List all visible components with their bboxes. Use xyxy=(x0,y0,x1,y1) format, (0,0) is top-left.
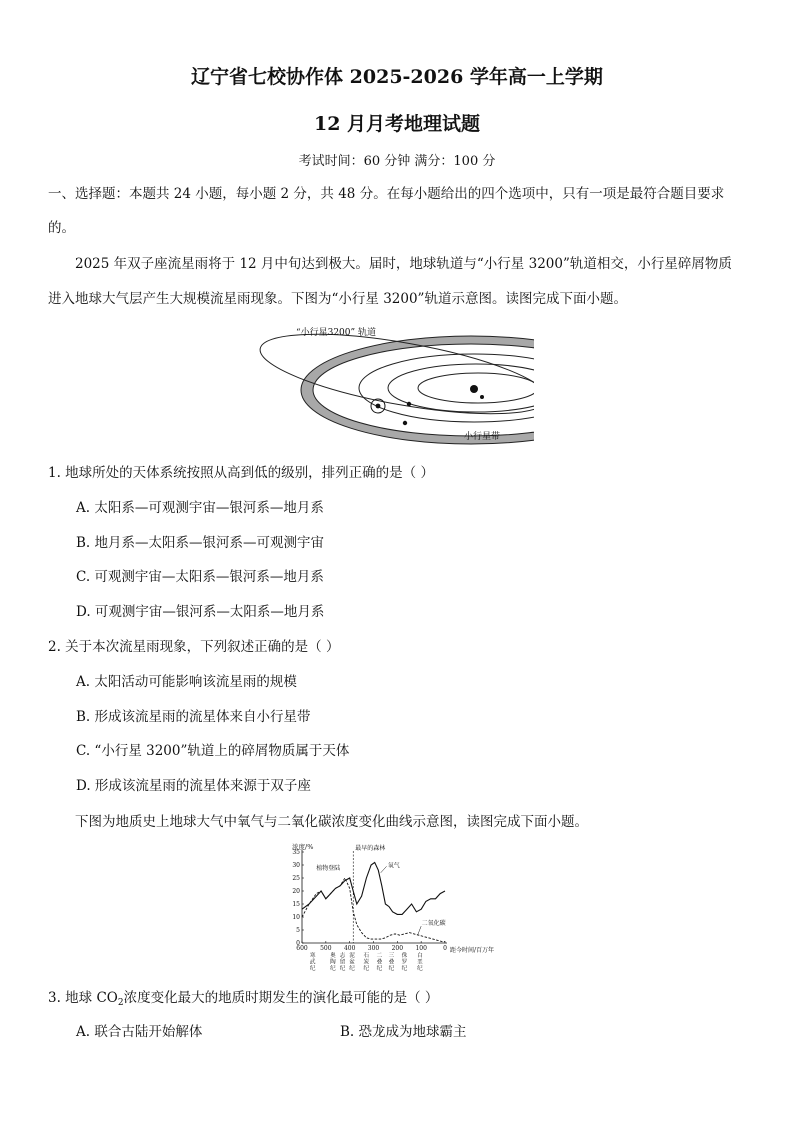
y-tick-label: 0 xyxy=(296,940,300,947)
planet-icon xyxy=(407,402,411,406)
exam-title-line2: 12 月月考地理试题 xyxy=(313,113,481,135)
period-label: 三叠纪 xyxy=(388,953,395,972)
q2-option-b[interactable]: B. 形成该流星雨的流星体来自小行星带 xyxy=(76,709,311,725)
period-label: 志留纪 xyxy=(339,953,346,972)
q1-option-d[interactable]: D. 可观测宇宙—银河系—太阳系—地月系 xyxy=(76,604,325,620)
orbit-diagram xyxy=(256,322,538,446)
q1-option-b[interactable]: B. 地月系—太阳系—银河系—可观测宇宙 xyxy=(76,535,325,551)
y-tick-label: 35 xyxy=(292,849,300,856)
period-label: 泥盆纪 xyxy=(349,953,355,972)
q3-option-a[interactable]: A. 联合古陆开始解体 xyxy=(76,1024,203,1040)
x-axis-label: 距今时间/百万年 xyxy=(450,947,495,954)
concentration-chart xyxy=(290,842,520,976)
q1-option-c[interactable]: C. 可观测宇宙—太阳系—银河系—地月系 xyxy=(76,569,324,585)
x-tick-label: 300 xyxy=(367,945,380,952)
planet-icon xyxy=(403,421,407,425)
x-tick-label: 100 xyxy=(415,945,427,952)
earth-icon xyxy=(376,404,381,409)
section-heading-cont: 的。 xyxy=(48,220,75,236)
x-tick-label: 500 xyxy=(320,945,332,952)
exam-title-line1: 辽宁省七校协作体 2025-2026 学年高一上学期 xyxy=(191,66,603,88)
orbit-label: “小行星3200” 轨道 xyxy=(296,328,376,338)
period-label: 二叠纪 xyxy=(376,953,383,972)
x-tick-label: 400 xyxy=(343,945,356,952)
oxygen-series-label: 氧气 xyxy=(387,862,400,870)
oxygen-label-leader xyxy=(381,866,387,873)
period-label: 寒武纪 xyxy=(309,953,316,972)
y-tick-label: 5 xyxy=(296,927,300,934)
passage2: 下图为地质史上地球大气中氧气与二氧化碳浓度变化曲线示意图，读图完成下面小题。 xyxy=(75,814,588,830)
co2-label-leader xyxy=(418,926,422,935)
question-2: 2. 关于本次流星雨现象，下列叙述正确的是（ ） xyxy=(48,639,340,655)
x-tick-label: 200 xyxy=(391,945,404,952)
q2-option-c[interactable]: C. “小行星 3200”轨道上的碎屑物质属于天体 xyxy=(76,743,350,759)
planet-icon xyxy=(480,395,484,399)
period-label: 侏罗纪 xyxy=(401,953,408,972)
period-label: 石炭纪 xyxy=(363,953,370,972)
y-tick-label: 30 xyxy=(292,862,300,869)
y-axis-label: 浓度/% xyxy=(292,843,314,851)
section-heading: 一、选择题：本题共 24 小题，每小题 2 分，共 48 分。在每小题给出的四个选项中，只有一项是最符合题目要求 xyxy=(48,186,725,202)
period-label: 白垩纪 xyxy=(417,953,423,972)
q2-option-a[interactable]: A. 太阳活动可能影响该流星雨的规模 xyxy=(76,674,297,690)
y-tick-label: 15 xyxy=(292,901,300,908)
passage1-line2: 进入地球大气层产生大规模流星雨现象。下图为“小行星 3200”轨道示意图。读图完成下面小题。 xyxy=(48,291,627,307)
x-tick-label: 0 xyxy=(443,945,447,952)
question-3 xyxy=(48,988,438,1013)
annotation-plants-land: 植物登陆 xyxy=(316,865,341,873)
y-tick-label: 20 xyxy=(292,888,300,895)
y-tick-label: 10 xyxy=(292,914,300,921)
question-1: 1. 地球所处的天体系统按照从高到低的级别，排列正确的是（ ） xyxy=(48,465,434,481)
q3-stem-post: 浓度变化最大的地质时期发生的演化最可能的是（ ） xyxy=(123,990,439,1006)
sun-icon xyxy=(470,385,478,393)
x-tick-label: 600 xyxy=(296,945,308,952)
q3-stem-pre: 3. 地球 CO xyxy=(48,990,118,1006)
q2-option-d[interactable]: D. 形成该流星雨的流星体来源于双子座 xyxy=(76,778,311,794)
period-label: 奥陶纪 xyxy=(330,953,336,972)
q3-option-b[interactable]: B. 恐龙成为地球霸主 xyxy=(340,1024,467,1040)
q3-stem-subscript: 2 xyxy=(117,998,124,1008)
q1-option-a[interactable]: A. 太阳系—可观测宇宙—银河系—地月系 xyxy=(76,500,324,516)
annotation-first-forest: 最早的森林 xyxy=(355,845,386,852)
co2-series-line xyxy=(302,878,445,942)
exam-info: 考试时间：60 分钟 满分：100 分 xyxy=(298,154,496,169)
passage1-line1: 2025 年双子座流星雨将于 12 月中旬达到极大。届时，地球轨道与“小行星 3200”轨道相交，小行星碎屑物质 xyxy=(75,256,732,272)
belt-label: 小行星带 xyxy=(464,432,501,442)
y-tick-label: 25 xyxy=(292,875,300,882)
co2-series-label: 二氧化碳 xyxy=(421,919,446,927)
